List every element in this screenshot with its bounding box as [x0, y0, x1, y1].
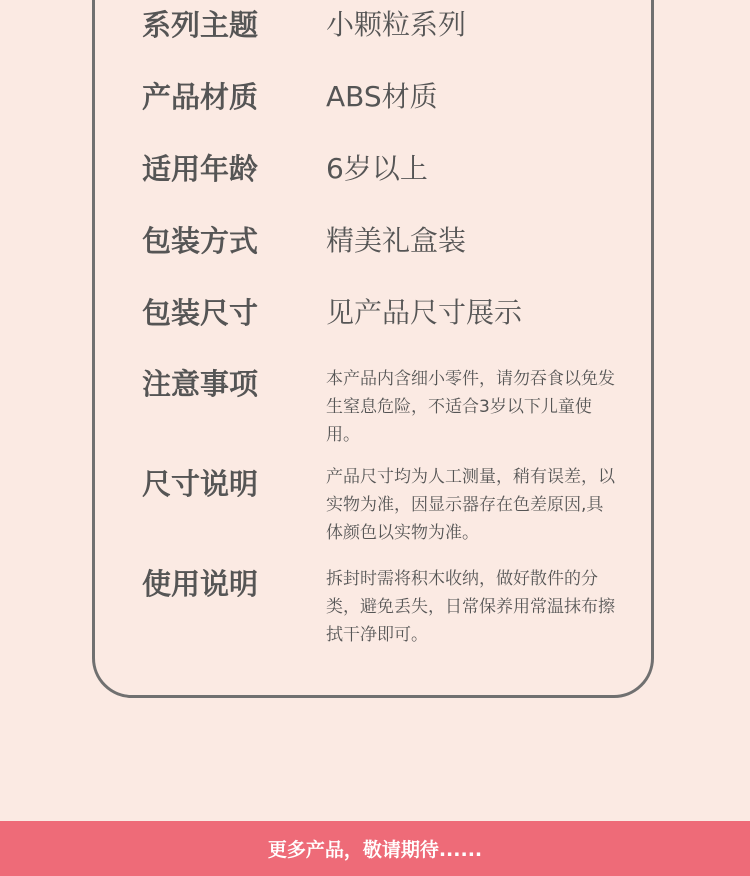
- spec-label: 系列主题: [142, 8, 259, 42]
- spec-value: 6岁以上: [326, 152, 428, 185]
- footer-bar: [0, 821, 750, 876]
- note-label: 注意事项: [142, 367, 259, 401]
- spec-value: ABS材质: [326, 80, 438, 113]
- spec-label: 包装尺寸: [142, 296, 259, 330]
- note-text: 本产品内含细小零件，请勿吞食以免发生窒息危险，不适合3岁以下儿童使用。: [326, 369, 615, 445]
- note-text: 产品尺寸均为人工测量，稍有误差，以实物为准，因显示器存在色差原因,具体颜色以实物为准。: [326, 467, 615, 543]
- spec-label: 包装方式: [142, 224, 259, 258]
- spec-label: 产品材质: [142, 80, 259, 114]
- spec-value: 小颗粒系列: [326, 8, 467, 41]
- footer-text: 更多产品，敬请期待......: [267, 839, 483, 861]
- spec-label: 适用年龄: [142, 152, 259, 186]
- note-label: 使用说明: [142, 567, 259, 601]
- spec-value: 见产品尺寸展示: [326, 296, 523, 329]
- note-text: 拆封时需将积木收纳，做好散件的分类，避免丢失，日常保养用常温抹布擦拭干净即可。: [326, 569, 615, 645]
- note-label: 尺寸说明: [142, 467, 259, 501]
- spec-value: 精美礼盒装: [326, 224, 467, 257]
